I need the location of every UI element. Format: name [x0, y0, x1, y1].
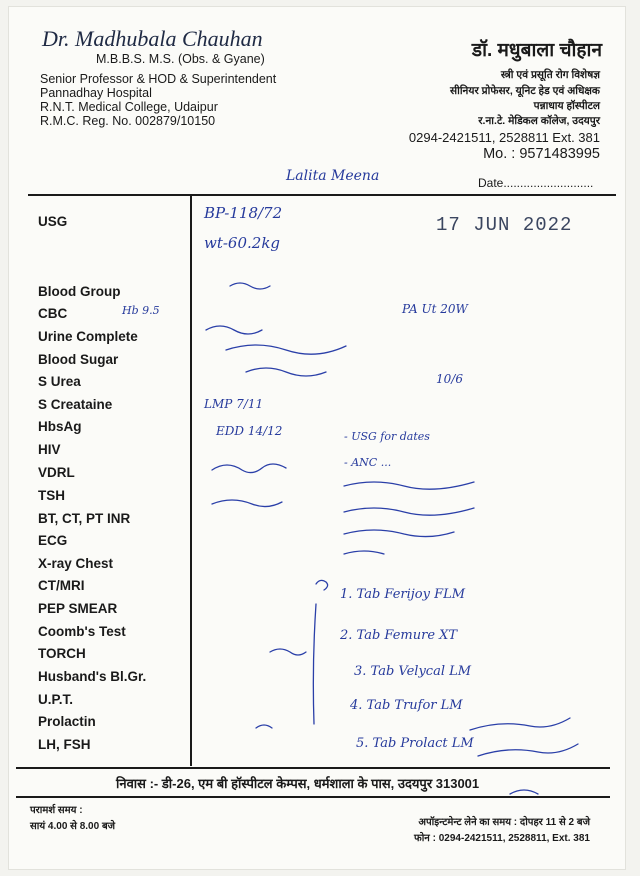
test-blood-sugar: Blood Sugar [38, 352, 119, 367]
handwritten-note-1: - USG for dates [344, 430, 430, 443]
doctor-name-english: Dr. Madhubala Chauhan [42, 26, 263, 51]
test-coombs: Coomb's Test [38, 624, 126, 639]
handwritten-rx-5: 5. Tab Prolact LM [356, 736, 474, 751]
hindi-line-2: सीनियर प्रोफेसर, यूनिट हेड एवं अधिक्षक [450, 85, 600, 97]
residence-address: निवास :- डी-26, एम बी हॉस्पीटल केम्पस, धर्मशाला के पास, उदयपुर 313001 [116, 776, 480, 791]
handwritten-weight: wt-60.2kg [204, 234, 281, 252]
test-ct-mri: CT/MRI [38, 578, 85, 593]
registration-line: R.M.C. Reg. No. 002879/10150 [40, 114, 216, 128]
test-s-urea: S Urea [38, 374, 81, 389]
hindi-line-3: पन्नाधाय हॉस्पीटल [533, 100, 600, 112]
test-cbc: CBC [38, 306, 68, 321]
appointment-time: अपॉइन्टमेन्ट लेने का समय : दोपहर 11 से 2 बजे [418, 817, 590, 828]
test-husband-blood-group: Husband's Bl.Gr. [38, 669, 147, 684]
test-usg: USG [38, 214, 68, 229]
test-torch: TORCH [38, 646, 86, 661]
test-s-creataine: S Creataine [38, 397, 113, 412]
doctor-name-hindi: डॉ. मधुबाला चौहान [471, 40, 602, 61]
test-prolactin: Prolactin [38, 714, 96, 729]
test-ecg: ECG [38, 533, 68, 548]
handwritten-note-date: 10/6 [436, 372, 463, 386]
footer-phone: फोन : 0294-2421511, 2528811, Ext. 381 [414, 833, 590, 844]
test-hbsag: HbsAg [38, 419, 82, 434]
mobile-number: Mo. : 9571483995 [483, 146, 600, 162]
handwritten-rx-4: 4. Tab Trufor LM [350, 698, 463, 713]
handwritten-rx-1: 1. Tab Ferijoy FLM [340, 587, 466, 602]
date-stamp: 17 JUN 2022 [436, 214, 573, 236]
handwritten-bp: BP-118/72 [204, 204, 283, 222]
test-blood-group: Blood Group [38, 284, 121, 299]
hospital-line: Pannadhay Hospital [40, 86, 152, 100]
test-hiv: HIV [38, 442, 61, 457]
test-upt: U.P.T. [38, 692, 74, 707]
test-pep-smear: PEP SMEAR [38, 601, 118, 616]
test-lh-fsh: LH, FSH [38, 737, 91, 752]
date-field: Date........................... [478, 176, 594, 190]
phone-numbers: 0294-2421511, 2528811 Ext. 381 [408, 130, 600, 145]
handwritten-note-2: - ANC ... [344, 456, 392, 469]
handwritten-edd: EDD 14/12 [216, 424, 283, 438]
hindi-line-4: र.ना.टे. मेडिकल कॉलेज, उदयपुर [478, 115, 600, 127]
handwritten-lmp: LMP 7/11 [204, 397, 264, 411]
test-vdrl: VDRL [38, 465, 75, 480]
test-urine-complete: Urine Complete [38, 329, 138, 344]
handwritten-rx-2: 2. Tab Femure XT [340, 628, 458, 643]
hindi-line-1: स्त्री एवं प्रसूति रोग विशेषज्ञ [500, 69, 600, 81]
designation-line: Senior Professor & HOD & Superintendent [40, 72, 277, 86]
test-bt-ct-pt-inr: BT, CT, PT INR [38, 511, 131, 526]
consult-time: सायं 4.00 से 8.00 बजे [30, 821, 116, 832]
consult-time-label: परामर्श समय : [30, 805, 83, 816]
doctor-degree: M.B.B.S. M.S. (Obs. & Gyane) [96, 52, 265, 66]
handwritten-rx-3: 3. Tab Velycal LM [354, 664, 472, 679]
test-xray-chest: X-ray Chest [38, 556, 114, 571]
college-line: R.N.T. Medical College, Udaipur [40, 100, 218, 114]
test-tsh: TSH [38, 488, 65, 503]
handwritten-diagnosis: PA Ut 20W [402, 302, 468, 316]
handwritten-patient-name: Lalita Meena [286, 168, 380, 184]
handwritten-cbc: Hb 9.5 [122, 304, 160, 317]
